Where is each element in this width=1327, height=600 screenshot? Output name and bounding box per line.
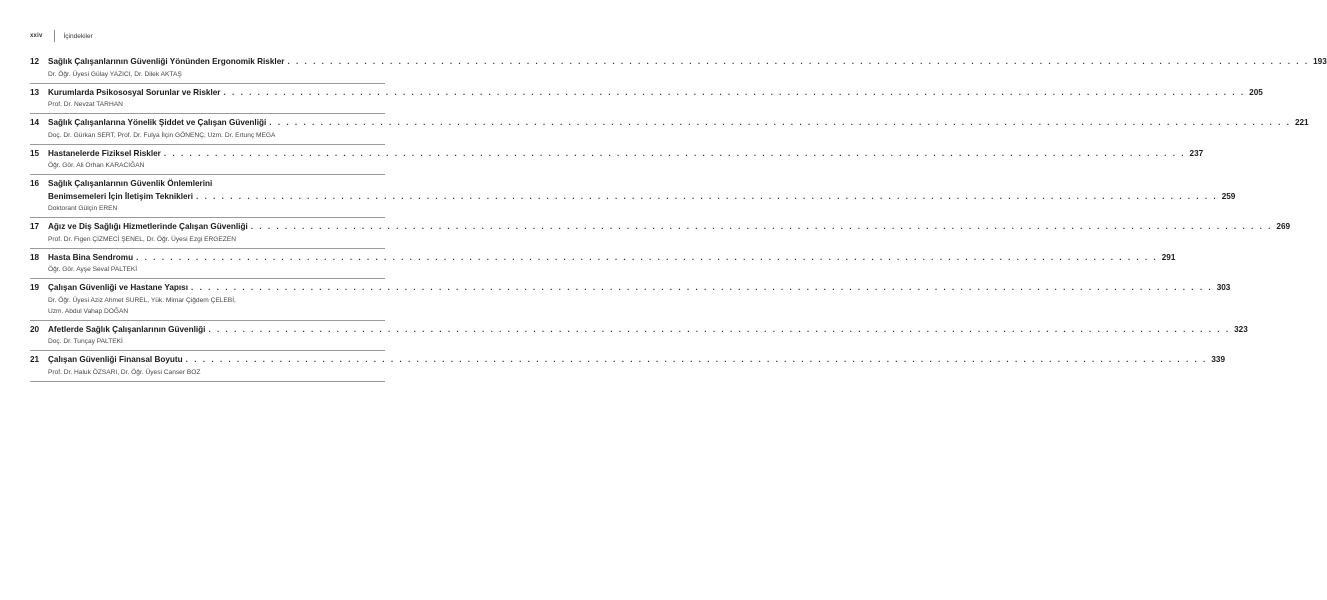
chapter-page-number[interactable]: 205	[1249, 87, 1263, 97]
chapter-title[interactable]: Afetlerde Sağlık Çalışanlarının Güvenliği	[48, 324, 206, 334]
toc-entry-title-line	[30, 117, 1309, 130]
dot-leader: . . . . . . . . . . . . . . . . . . . . . . . . . . . . . . . . . . . . . . . . . . . . . . . . . . . . . . . . . . . . . . . . . . . . . . . . . . . . . . . . . . . . . . . . . . . . . . . . . . . . . . . . . . . . . . . . . . . . . . . .	[250, 222, 1273, 231]
dot-leader: . . . . . . . . . . . . . . . . . . . . . . . . . . . . . . . . . . . . . . . . . . . . . . . . . . . . . . . . . . . . . . . . . . . . . . . . . . . . . . . . . . . . . . . . . . . . . . . . . . . . . . . . . . . . . . . . . . . . . . . .	[196, 191, 1218, 201]
chapter-title[interactable]: Hastanelerde Fiziksel Riskler	[48, 148, 161, 158]
dot-leader: . . . . . . . . . . . . . . . . . . . . . . . . . . . . . . . . . . . . . . . . . . . . . . . . . . . . . . . . . . . . . . . . . . . . . . . . . . . . . . . . . . . . . . . . . . . . . . . . . . . . . . . . . . . . . . . . . . . . . . . .	[208, 324, 1231, 334]
dot-leader: . . . . . . . . . . . . . . . . . . . . . . . . . . . . . . . . . . . . . . . . . . . . . . . . . . . . . . . . . . . . . . . . . . . . . . . . . . . . . . . . . . . . . . . . . . . . . . . . . . . . . . . . . . . . . . . . . . . . . . . .	[185, 355, 1208, 364]
running-header	[30, 30, 93, 42]
dot-leader: . . . . . . . . . . . . . . . . . . . . . . . . . . . . . . . . . . . . . . . . . . . . . . . . . . . . . . . . . . . . . . . . . . . . . . . . . . . . . . . . . . . . . . . . . . . . . . . . . . . . . . . . . . . . . . . . . . . . . . . .	[191, 283, 1213, 292]
chapter-authors: Dr. Öğr. Üyesi Gülay YAZICI, Dr. Dilek AKTAŞ	[48, 70, 182, 78]
chapter-authors: Prof. Dr. Haluk ÖZSARI, Dr. Öğr. Üyesi Canser BOZ	[48, 368, 201, 376]
chapter-title[interactable]: Hasta Bina Sendromu	[48, 252, 134, 262]
chapter-authors: Doktorant Gülçin EREN	[48, 205, 118, 212]
chapter-number: 19	[30, 283, 40, 292]
dot-leader: . . . . . . . . . . . . . . . . . . . . . . . . . . . . . . . . . . . . . . . . . . . . . . . . . . . . . . . . . . . . . . . . . . . . . . . . . . . . . . . . . . . . . . . . . . . . . . . . . . . . . . . . . . . . . . . . . . . . . . . .	[223, 87, 1246, 97]
chapter-number: 13	[30, 87, 40, 97]
chapter-authors: Prof. Dr. Figen ÇİZMECİ ŞENEL, Dr. Öğr. Üyesi Ezgi ERGEZEN	[48, 235, 236, 243]
toc-entry[interactable]	[30, 321, 1248, 352]
chapter-page-number[interactable]: 237	[1189, 148, 1204, 158]
toc-entry-title-line	[30, 56, 1327, 69]
chapter-page-number[interactable]: 193	[1313, 57, 1327, 66]
chapter-authors: Dr. Öğr. Üyesi Aziz Ahmet SUREL, Yük. Mimar Çiğdem ÇELEBİ,	[48, 296, 236, 304]
toc-entry[interactable]	[30, 249, 1176, 280]
chapter-number: 12	[30, 57, 40, 66]
toc-entry-title-line	[30, 178, 385, 191]
dot-leader: . . . . . . . . . . . . . . . . . . . . . . . . . . . . . . . . . . . . . . . . . . . . . . . . . . . . . . . . . . . . . . . . . . . . . . . . . . . . . . . . . . . . . . . . . . . . . . . . . . . . . . . . . . . . . . . . . . . . . . . .	[136, 252, 1158, 262]
chapter-title[interactable]: Ağız ve Diş Sağlığı Hizmetlerinde Çalışan Güvenliği	[48, 222, 248, 231]
chapter-number: 17	[30, 222, 40, 231]
toc-entry-title-line	[30, 354, 1226, 367]
toc-entry-title-line	[30, 252, 1176, 265]
chapter-page-number[interactable]: 221	[1294, 118, 1309, 127]
header-divider	[54, 30, 55, 42]
chapter-number: 18	[30, 252, 40, 262]
toc-entry-title-line	[30, 87, 1263, 100]
toc-entry[interactable]	[30, 279, 1231, 321]
toc-entry[interactable]	[30, 145, 1204, 176]
chapter-page-number[interactable]: 323	[1234, 324, 1248, 334]
chapter-page-number[interactable]: 291	[1161, 252, 1176, 262]
dot-leader: . . . . . . . . . . . . . . . . . . . . . . . . . . . . . . . . . . . . . . . . . . . . . . . . . . . . . . . . . . . . . . . . . . . . . . . . . . . . . . . . . . . . . . . . . . . . . . . . . . . . . . . . . . . . . . . . . . . . . . . .	[269, 118, 1291, 127]
toc-entry-title-line	[30, 191, 1236, 204]
chapter-page-number[interactable]: 339	[1211, 355, 1226, 364]
toc-entry[interactable]	[30, 53, 1327, 84]
chapter-page-number[interactable]: 259	[1221, 191, 1236, 201]
toc-entry-title-line	[30, 324, 1248, 337]
toc-entry[interactable]	[30, 351, 1226, 382]
chapter-title[interactable]: Sağlık Çalışanlarının Güvenlik Önlemlerini	[48, 179, 213, 188]
chapter-title[interactable]: Sağlık Çalışanlarının Güvenliği Yönünden Ergonomik Riskler	[48, 57, 285, 66]
toc-entry-title-line	[30, 282, 1231, 295]
chapter-number: 21	[30, 355, 40, 364]
dot-leader: . . . . . . . . . . . . . . . . . . . . . . . . . . . . . . . . . . . . . . . . . . . . . . . . . . . . . . . . . . . . . . . . . . . . . . . . . . . . . . . . . . . . . . . . . . . . . . . . . . . . . . . . . . . . . . . . . . . . . . . .	[287, 57, 1310, 66]
chapter-authors: Doç. Dr. Gürkan SERT, Prof. Dr. Fulya İlçin GÖNENÇ, Uzm. Dr. Ertunç MEGA	[48, 131, 276, 139]
chapter-number: 14	[30, 118, 40, 127]
chapter-authors: Öğr. Gör. Ali Orhan KARACIĞAN	[48, 162, 145, 169]
toc-entry-title-line	[30, 148, 1204, 161]
toc-entry-title-line	[30, 221, 1291, 234]
chapter-page-number[interactable]: 269	[1276, 222, 1291, 231]
header-title: İçindekiler	[63, 32, 93, 40]
dot-leader: . . . . . . . . . . . . . . . . . . . . . . . . . . . . . . . . . . . . . . . . . . . . . . . . . . . . . . . . . . . . . . . . . . . . . . . . . . . . . . . . . . . . . . . . . . . . . . . . . . . . . . . . . . . . . . . . . . . . . . . .	[163, 148, 1186, 158]
toc-entry[interactable]	[30, 84, 1263, 115]
chapter-authors: Doç. Dr. Tunçay PALTEKİ	[48, 338, 123, 345]
chapter-number: 15	[30, 148, 40, 158]
chapter-authors: Uzm. Abdul Vahap DOĞAN	[48, 307, 129, 315]
chapter-title[interactable]: Çalışan Güvenliği ve Hastane Yapısı	[48, 283, 189, 292]
table-of-contents	[30, 53, 1327, 382]
chapter-title[interactable]: Sağlık Çalışanlarına Yönelik Şiddet ve Çalışan Güvenliği	[48, 118, 267, 127]
chapter-authors: Prof. Dr. Nevzat TARHAN	[48, 101, 123, 108]
chapter-number: 16	[30, 179, 40, 188]
chapter-number: 20	[30, 324, 40, 334]
chapter-authors: Öğr. Gör. Ayşe Seval PALTEKİ	[48, 266, 138, 273]
page-number: xxiv	[30, 33, 43, 39]
toc-entry[interactable]	[30, 175, 1236, 218]
chapter-title[interactable]: Benimsemeleri İçin İletişim Teknikleri	[48, 191, 194, 201]
chapter-page-number[interactable]: 303	[1216, 283, 1231, 292]
toc-entry[interactable]	[30, 218, 1291, 249]
toc-entry[interactable]	[30, 114, 1309, 145]
chapter-title[interactable]: Kurumlarda Psikososyal Sorunlar ve Riskler	[48, 87, 221, 97]
chapter-title[interactable]: Çalışan Güvenliği Finansal Boyutu	[48, 355, 183, 364]
